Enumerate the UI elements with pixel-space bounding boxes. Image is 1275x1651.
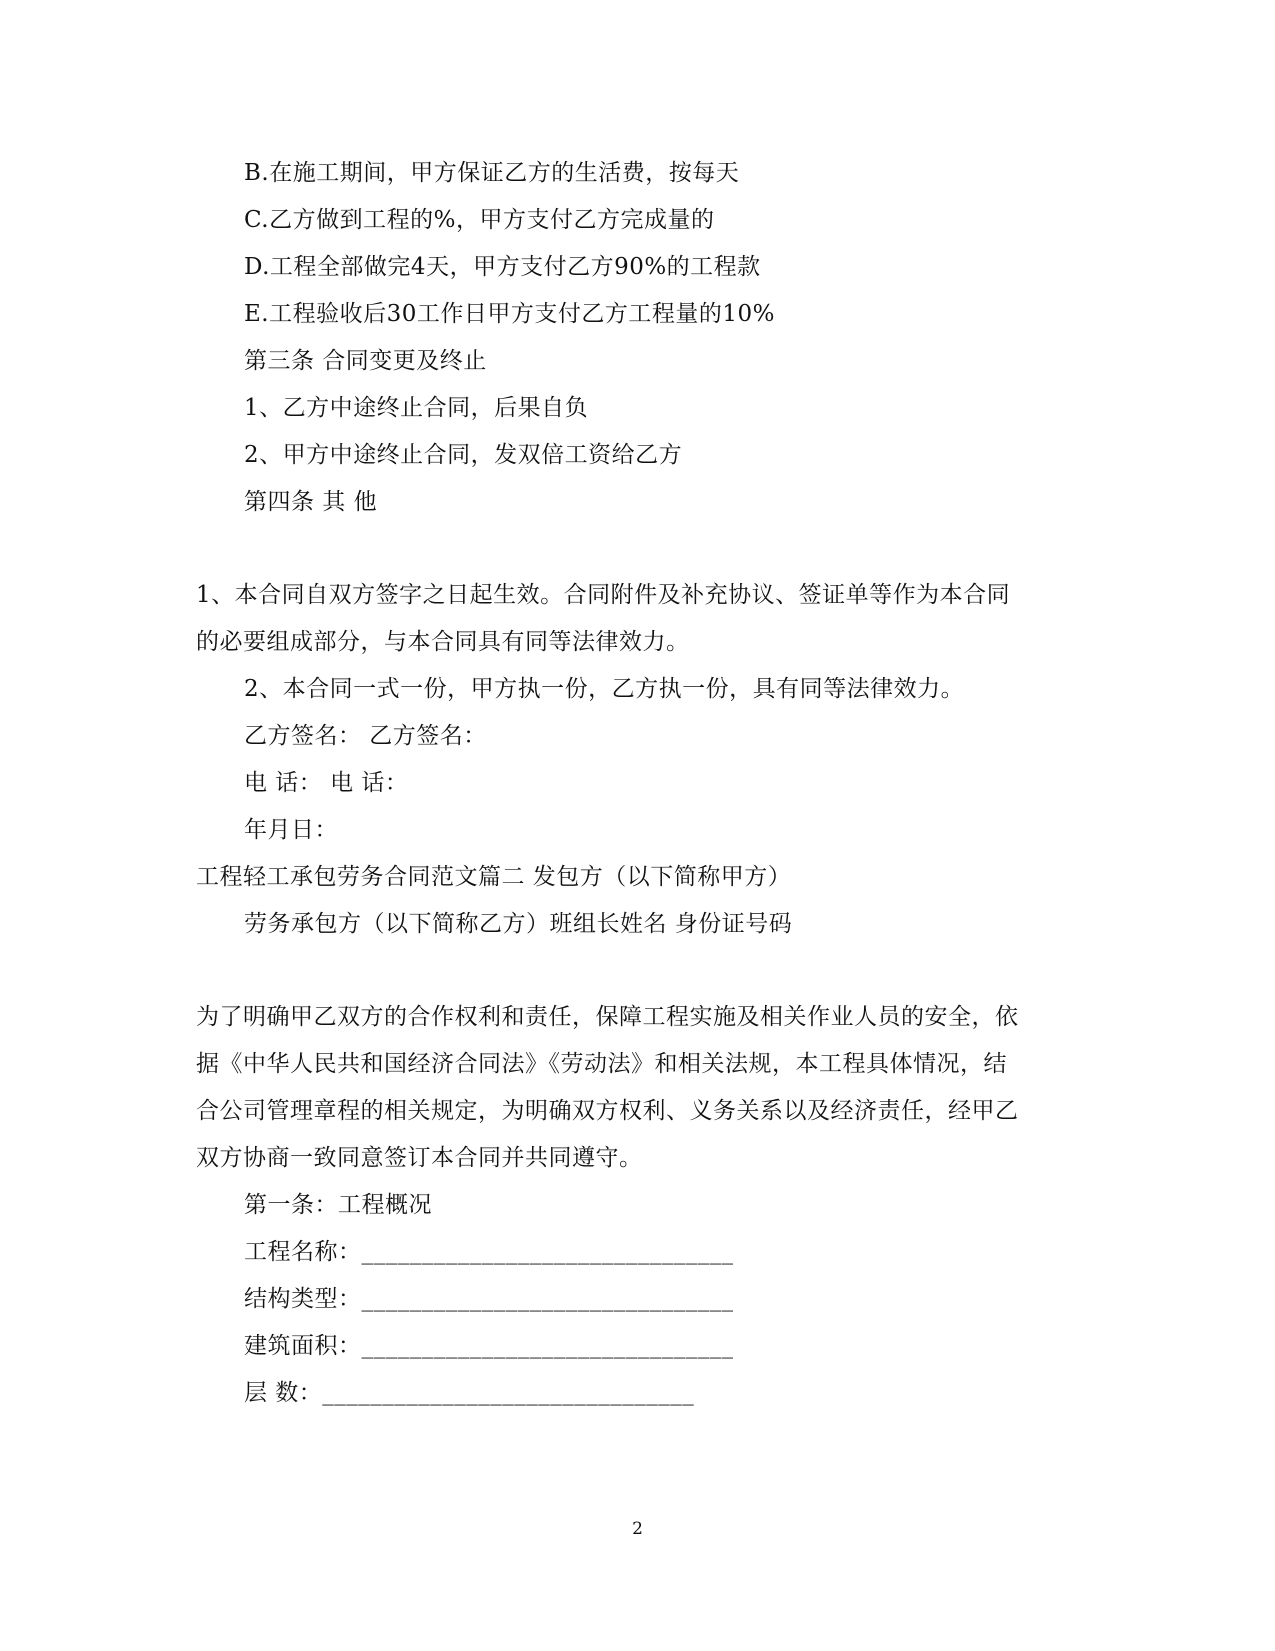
text-line-payment-e: E.工程验收后30工作日甲方支付乙方工程量的10% bbox=[244, 301, 775, 327]
text-line-payment-b: B.在施工期间，甲方保证乙方的生活费，按每天 bbox=[244, 160, 740, 186]
text-line-payment-c: C.乙方做到工程的%，甲方支付乙方完成量的 bbox=[244, 207, 715, 233]
signature-line: 乙方签名： 乙方签名： bbox=[244, 723, 487, 749]
text-line-article3-item1: 1、乙方中途终止合同，后果自负 bbox=[244, 395, 589, 421]
field-project-name: 工程名称：_______________________________ bbox=[244, 1239, 734, 1265]
text-line-preamble-4: 双方协商一致同意签订本合同并共同遵守。 bbox=[196, 1145, 643, 1171]
field-building-area: 建筑面积：_______________________________ bbox=[244, 1333, 734, 1359]
section-title-contract-two: 工程轻工承包劳务合同范文篇二 发包方（以下简称甲方） bbox=[196, 864, 792, 890]
field-floors: 层 数：_______________________________ bbox=[244, 1380, 695, 1406]
text-line-preamble-1: 为了明确甲乙双方的合作权利和责任，保障工程实施及相关作业人员的安全，依 bbox=[196, 1004, 1019, 1030]
article-one-heading: 第一条：工程概况 bbox=[244, 1192, 432, 1218]
article-three-heading: 第三条 合同变更及终止 bbox=[244, 348, 487, 374]
phone-line: 电 话： 电 话： bbox=[244, 770, 409, 796]
page-number: 2 bbox=[632, 1519, 643, 1539]
text-line-article4-item1: 1、本合同自双方签字之日起生效。合同附件及补充协议、签证单等作为本合同 bbox=[196, 582, 1011, 608]
text-line-preamble-3: 合公司管理章程的相关规定，为明确双方权利、义务关系以及经济责任，经甲乙 bbox=[196, 1098, 1019, 1124]
text-line-article4-item1-cont: 的必要组成部分，与本合同具有同等法律效力。 bbox=[196, 629, 690, 655]
text-line-article3-item2: 2、甲方中途终止合同，发双倍工资给乙方 bbox=[244, 442, 683, 468]
text-line-preamble-2: 据《中华人民共和国经济合同法》《劳动法》和相关法规，本工程具体情况，结 bbox=[196, 1051, 1007, 1077]
text-line-payment-d: D.工程全部做完4天，甲方支付乙方90%的工程款 bbox=[244, 254, 761, 280]
date-line: 年月日： bbox=[244, 817, 338, 843]
text-line-article4-item2: 2、本合同一式一份，甲方执一份，乙方执一份，具有同等法律效力。 bbox=[244, 676, 965, 702]
article-four-heading: 第四条 其 他 bbox=[244, 489, 378, 515]
field-structure-type: 结构类型：_______________________________ bbox=[244, 1286, 734, 1312]
text-line-contractor-info: 劳务承包方（以下简称乙方）班组长姓名 身份证号码 bbox=[244, 911, 793, 937]
